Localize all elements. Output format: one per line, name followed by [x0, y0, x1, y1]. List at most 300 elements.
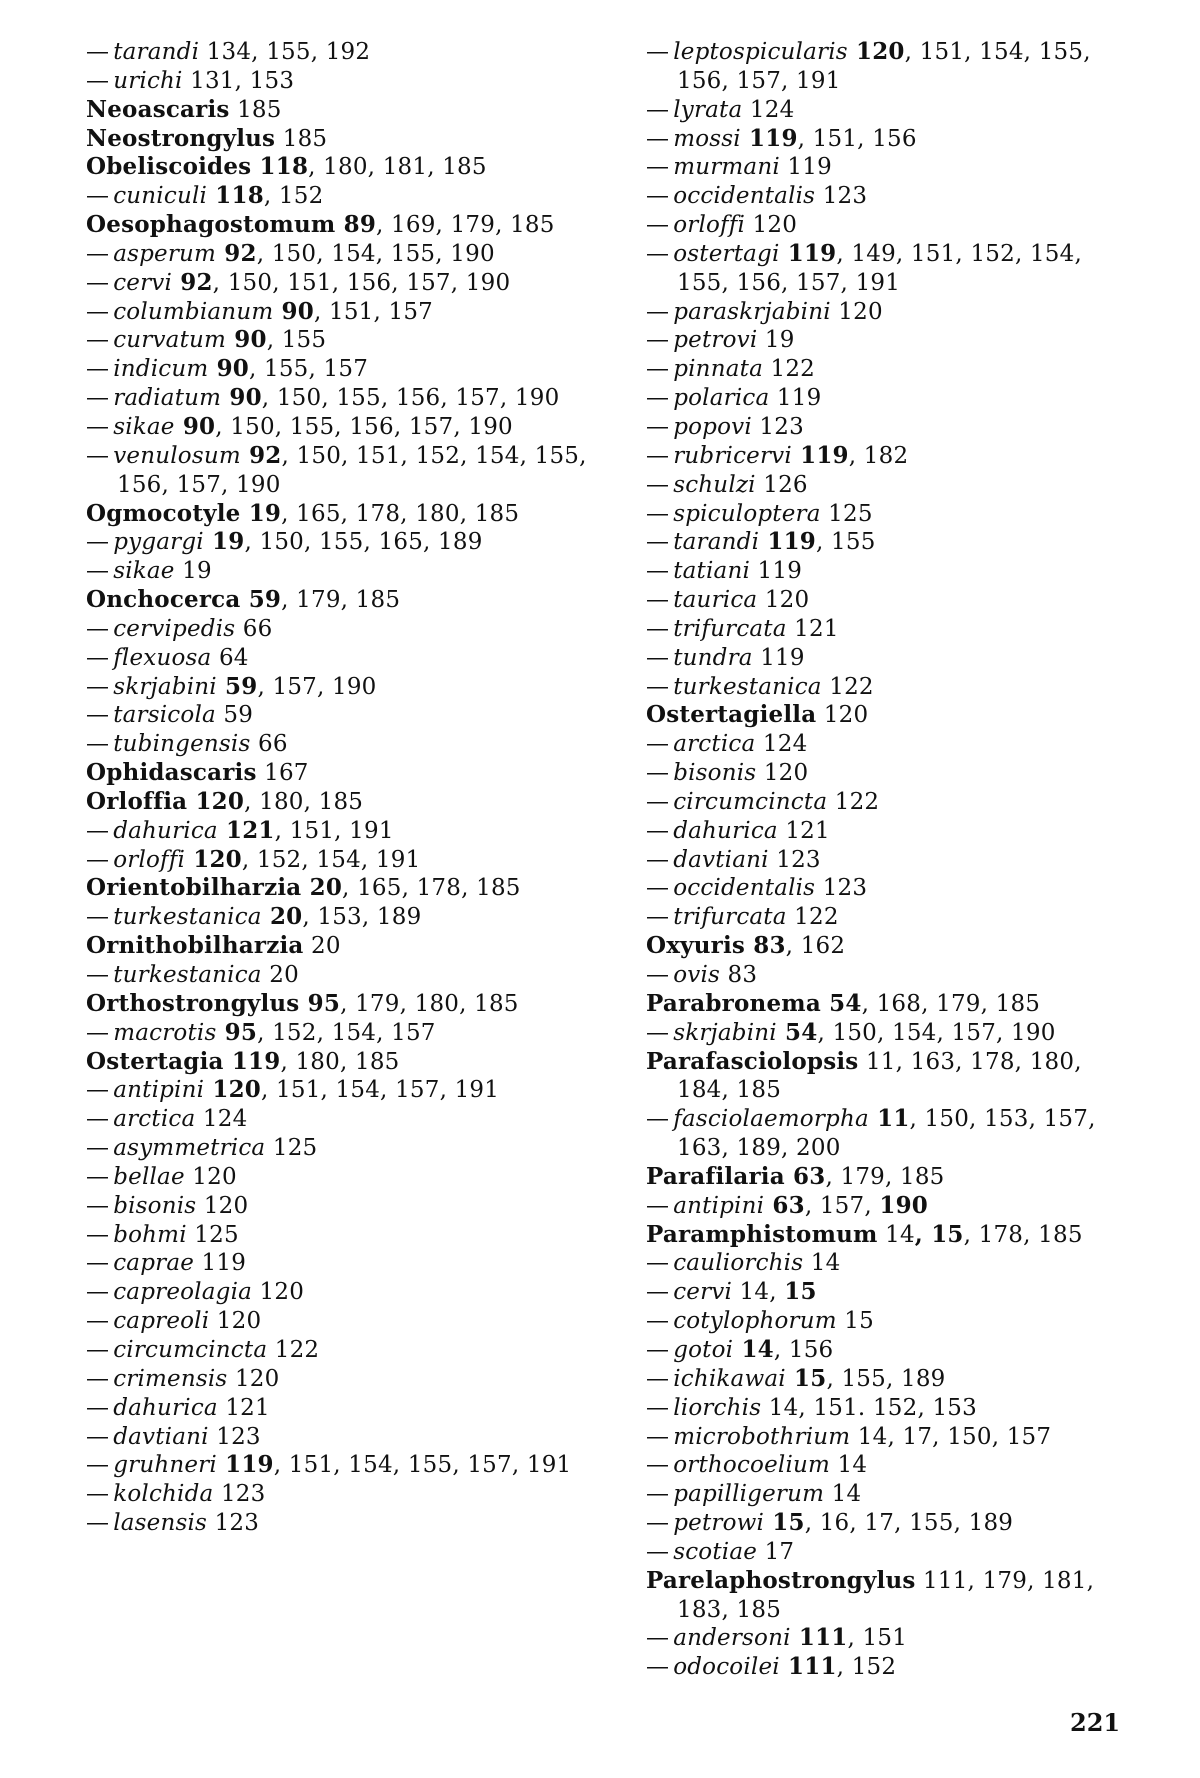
index-entry-species — [86, 644, 606, 673]
page-references: 15 — [785, 1364, 827, 1392]
page-references: 119 — [223, 1047, 281, 1075]
index-entry-species — [646, 903, 1126, 932]
index-entry-species — [86, 326, 606, 355]
index-entry-genus — [86, 990, 606, 1019]
page-references: 14 — [803, 1250, 841, 1277]
index-entry-species — [646, 500, 1126, 529]
page-references: 111 — [790, 1624, 848, 1652]
page-references: 124 — [755, 731, 808, 758]
entry-dash: — — [86, 1135, 110, 1162]
entry-dash: — — [646, 1365, 670, 1392]
species-name: trifurcata — [673, 904, 787, 931]
entry-dash: — — [646, 1192, 670, 1219]
page-references: 15 — [784, 1278, 817, 1306]
entry-dash: — — [646, 327, 670, 354]
entry-dash: — — [646, 1625, 670, 1652]
page-references: , 152, 154, 191 — [241, 846, 421, 873]
genus-name: Ostertagiella — [646, 701, 817, 729]
page-references: 119 — [759, 528, 816, 556]
page-references: 83 — [745, 932, 786, 960]
page-references: , 178, 185 — [963, 1221, 1083, 1248]
index-entry-species — [86, 615, 606, 644]
page-references: 119 — [750, 558, 803, 585]
page-references: , 179, 185 — [281, 587, 401, 614]
entry-dash: — — [646, 1019, 670, 1046]
species-name: columbianum — [113, 298, 274, 325]
page-references: 120 — [847, 38, 905, 65]
entry-dash: — — [646, 846, 670, 873]
index-entry-species — [86, 1509, 606, 1538]
page-references: 64 — [211, 644, 249, 671]
index-entry-species — [646, 384, 1126, 413]
page-references: 14 — [830, 1452, 868, 1479]
index-entry-genus — [86, 1048, 606, 1077]
index-entry-genus — [86, 125, 606, 154]
entry-dash: — — [86, 183, 110, 210]
page-references: , 180, 185 — [244, 788, 364, 815]
index-entry-genus — [86, 932, 606, 961]
entry-dash: — — [86, 1250, 110, 1277]
species-name: spiculoptera — [673, 500, 821, 527]
species-name: lasensis — [113, 1510, 208, 1537]
page-references: , 150, 151, 152, 154, 155, 156, 157, 190 — [117, 442, 587, 498]
entry-dash: — — [646, 1106, 670, 1133]
entry-dash: — — [646, 240, 670, 267]
species-name: bohmi — [113, 1221, 187, 1248]
species-name: radiatum — [113, 385, 222, 412]
index-entry-species — [86, 1365, 606, 1394]
index-entry-species — [86, 557, 606, 586]
entry-dash: — — [86, 731, 110, 758]
species-name: turkestanica — [113, 962, 262, 988]
species-name: macrotis — [113, 1019, 217, 1046]
index-entry-species — [646, 355, 1126, 384]
entry-dash: — — [646, 817, 670, 844]
index-entry-species — [86, 298, 606, 327]
page-references: 66 — [235, 615, 273, 642]
index-entry-species — [646, 153, 1126, 182]
index-entry-species — [86, 67, 606, 96]
entry-dash: — — [86, 904, 110, 931]
page-number: 221 — [1070, 1708, 1121, 1737]
page-references: 123 — [213, 1481, 266, 1508]
page-references: 20 — [301, 874, 343, 902]
page-references: , 168, 179, 185 — [861, 990, 1041, 1017]
genus-name: Neoascaris — [86, 95, 230, 123]
page-references: , 165, 178, 180, 185 — [281, 500, 520, 527]
species-name: polarica — [673, 385, 770, 412]
entry-dash: — — [646, 413, 670, 440]
species-name: dahurica — [113, 1394, 218, 1421]
index-entry-species — [86, 384, 606, 413]
index-entry-genus — [86, 759, 606, 788]
species-name: cervi — [673, 1279, 733, 1306]
page-references: , 151, 154, 155, 156, 157, 191 — [677, 39, 1091, 94]
entry-dash: — — [86, 1106, 110, 1133]
page-references: 14, — [732, 1279, 785, 1306]
index-entry-genus — [646, 990, 1126, 1019]
species-name: tubingensis — [113, 731, 251, 758]
index-entry-species — [86, 355, 606, 384]
species-name: dahurica — [113, 817, 218, 844]
page-references: 121 — [786, 615, 839, 642]
index-entry-species — [86, 817, 606, 846]
index-entry-species — [646, 1653, 1126, 1682]
page-references: 125 — [265, 1135, 318, 1162]
species-name: sikae — [113, 558, 175, 585]
index-entry-species — [86, 701, 606, 730]
genus-name: Orthostrongylus — [86, 989, 300, 1017]
page-references: 20 — [261, 903, 303, 931]
page-references: 19 — [240, 499, 282, 527]
index-entry-species — [646, 673, 1126, 702]
page-references: 14 — [761, 1394, 799, 1421]
index-entry-species — [646, 730, 1126, 759]
species-name: pygargi — [113, 529, 204, 556]
species-name: bisonis — [673, 760, 757, 787]
species-name: cervi — [113, 269, 173, 296]
entry-dash: — — [86, 1308, 110, 1335]
entry-dash: — — [86, 327, 110, 354]
page-references: 125 — [820, 500, 873, 527]
index-entry-species — [86, 1249, 606, 1278]
index-entry-species — [86, 528, 606, 557]
index-entry-species — [86, 442, 606, 500]
species-name: schulzi — [673, 471, 756, 498]
page-references: , 155, 189 — [826, 1365, 946, 1392]
index-entry-species — [646, 1451, 1126, 1480]
genus-name: Oesophagostomum — [86, 211, 336, 239]
page-references: 190 — [879, 1191, 928, 1219]
species-name: urichi — [113, 67, 183, 94]
page-references: , 16, 17, 155, 189 — [804, 1510, 1014, 1537]
species-name: tarandi — [673, 529, 760, 556]
page-references: , 153, 189 — [302, 904, 422, 931]
index-entry-species — [646, 788, 1126, 817]
entry-dash: — — [86, 385, 110, 412]
genus-name: Onchocerca — [86, 586, 241, 614]
page-references: 120 — [816, 702, 869, 729]
page-references: 54 — [820, 989, 862, 1017]
page-references: , 150, 155, 156, 157, 190 — [261, 385, 560, 412]
entry-dash: — — [86, 39, 110, 65]
index-entry-species — [86, 38, 606, 67]
entry-dash: — — [646, 788, 670, 815]
index-entry-species — [86, 1221, 606, 1250]
entry-dash: — — [646, 442, 670, 469]
species-name: bellae — [113, 1163, 185, 1190]
page-references: 11 — [868, 1105, 910, 1133]
entry-dash: — — [86, 1192, 110, 1219]
entry-dash: — — [86, 962, 110, 988]
species-name: gotoi — [673, 1336, 734, 1363]
page-references: 123 — [208, 1423, 261, 1450]
index-entry-species — [86, 903, 606, 932]
entry-dash: — — [86, 673, 110, 700]
page-references: 120 — [187, 787, 245, 815]
page-references: 120 — [252, 1279, 305, 1306]
page-references: 122 — [762, 356, 815, 383]
page-references: , 150, 154, 157, 190 — [817, 1019, 1056, 1046]
species-name: petrovi — [673, 327, 758, 354]
page-references: 119 — [740, 124, 798, 152]
entry-dash: — — [86, 1279, 110, 1306]
index-column-left — [86, 38, 606, 1538]
index-entry-species — [646, 240, 1126, 298]
page-references: 17 — [757, 1538, 795, 1565]
page-references: , 157, — [804, 1192, 880, 1219]
entry-dash: — — [646, 1423, 670, 1450]
entry-dash: — — [646, 1481, 670, 1508]
entry-dash: — — [86, 240, 110, 267]
page-references: 122 — [267, 1336, 320, 1363]
page-references: 124 — [742, 96, 795, 123]
genus-name: Obeliscoides — [86, 153, 252, 181]
species-name: orthocoelium — [673, 1452, 831, 1479]
page-references: 59 — [216, 672, 258, 700]
index-entry-species — [646, 1538, 1126, 1567]
entry-dash: — — [86, 67, 110, 94]
page-references: 121 — [217, 816, 275, 844]
species-name: turkestanica — [113, 904, 262, 931]
index-entry-species — [646, 413, 1126, 442]
entry-dash: — — [646, 1308, 670, 1335]
index-entry-genus — [86, 788, 606, 817]
index-entry-species — [646, 298, 1126, 327]
species-name: orloffi — [113, 846, 186, 873]
page-references: , 151, 191 — [274, 817, 394, 844]
index-entry-genus — [86, 586, 606, 615]
species-name: gruhneri — [113, 1452, 217, 1479]
index-entry-species — [646, 1307, 1126, 1336]
species-name: indicum — [113, 356, 209, 383]
page-references: , 150, 155, 156, 157, 190 — [215, 413, 513, 440]
species-name: tarsicola — [113, 702, 216, 729]
page-references: 95 — [299, 989, 341, 1017]
species-name: fasciolaemorpha — [673, 1106, 869, 1133]
index-entry-species — [646, 1365, 1126, 1394]
entry-dash: — — [86, 1077, 110, 1104]
species-name: cuniculi — [113, 183, 208, 210]
page-references: , 157, 190 — [257, 673, 377, 700]
entry-dash: — — [86, 298, 110, 325]
species-name: pinnata — [673, 356, 763, 383]
species-name: ichikawai — [673, 1365, 786, 1392]
species-name: liorchis — [673, 1394, 762, 1421]
page-references: 167 — [256, 760, 309, 787]
index-entry-species — [646, 1624, 1126, 1653]
page-references: 119 — [779, 239, 837, 267]
page-references: 90 — [221, 384, 262, 412]
species-name: flexuosa — [113, 644, 212, 671]
page-references: , 162 — [785, 933, 846, 960]
entry-dash: — — [646, 183, 670, 210]
species-name: asymmetrica — [113, 1135, 266, 1162]
species-name: tarandi — [113, 39, 200, 65]
page-references: 119 — [194, 1250, 247, 1277]
index-entry-species — [646, 528, 1126, 557]
species-name: taurica — [673, 587, 758, 614]
page-references: 185 — [275, 125, 328, 152]
species-name: davtiani — [673, 846, 769, 873]
page-references: 15 — [836, 1308, 874, 1335]
page-references: , 150, 153, 157, 163, 189, 200 — [677, 1106, 1096, 1162]
index-entry-species — [646, 586, 1126, 615]
entry-dash: — — [646, 529, 670, 556]
species-name: circumcincta — [673, 788, 828, 815]
page-references: , 151, 154, 155, 157, 191 — [273, 1452, 572, 1479]
page-references: 95 — [216, 1018, 258, 1046]
page-references: 120 — [196, 1192, 249, 1219]
page-references: 14 — [824, 1481, 862, 1508]
page-references: 11 — [858, 1048, 896, 1075]
index-entry-genus — [86, 500, 606, 529]
species-name: antipini — [673, 1192, 765, 1219]
species-name: skrjabini — [113, 673, 217, 700]
entry-dash: — — [86, 1510, 110, 1537]
index-entry-species — [646, 846, 1126, 875]
entry-dash: — — [646, 1336, 670, 1363]
species-name: davtiani — [113, 1423, 209, 1450]
page-references: 14 — [877, 1221, 915, 1248]
index-entry-species — [86, 413, 606, 442]
entry-dash: — — [646, 1452, 670, 1479]
page-references: 119 — [769, 385, 822, 412]
species-name: tundra — [673, 644, 753, 671]
page-references: 90 — [273, 297, 314, 325]
species-name: antipini — [113, 1077, 205, 1104]
entry-dash: — — [86, 1019, 110, 1046]
species-name: asperum — [113, 240, 217, 267]
species-name: kolchida — [113, 1481, 214, 1508]
index-entry-genus — [646, 932, 1126, 961]
page-references: 14 — [850, 1423, 888, 1450]
entry-dash: — — [646, 1538, 670, 1565]
page-references: , 151, 156 — [797, 125, 917, 152]
page-references: 120 — [757, 587, 810, 614]
index-entry-species — [646, 182, 1126, 211]
species-name: popovi — [673, 413, 752, 440]
page-references: 63 — [784, 1162, 826, 1190]
index-entry-species — [86, 1278, 606, 1307]
page-references: 123 — [815, 183, 868, 210]
page-references: , 150, 155, 165, 189 — [244, 529, 483, 556]
species-name: odocoilei — [673, 1654, 780, 1681]
entry-dash: — — [646, 471, 670, 498]
page-references: , 182 — [848, 442, 909, 469]
page-references: 111 — [915, 1567, 968, 1594]
entry-dash: — — [86, 269, 110, 296]
page-references: 66 — [250, 731, 288, 758]
entry-dash: — — [646, 154, 670, 181]
species-name: rubricervi — [673, 442, 792, 469]
page-references: 120 — [227, 1365, 280, 1392]
index-entry-species — [646, 96, 1126, 125]
index-entry-species — [86, 1336, 606, 1365]
page-references: , 179, 181, 183, 185 — [677, 1567, 1095, 1623]
index-entry-genus — [86, 153, 606, 182]
page-references: 126 — [755, 471, 808, 498]
page-references: , 179, 185 — [825, 1163, 945, 1190]
index-entry-species — [86, 1105, 606, 1134]
species-name: capreoli — [113, 1308, 210, 1335]
entry-dash: — — [86, 615, 110, 642]
index-entry-species — [86, 673, 606, 702]
page-references: 14 — [733, 1335, 774, 1363]
species-name: bisonis — [113, 1192, 197, 1219]
index-entry-species — [646, 1019, 1126, 1048]
page-references: , 180, 185 — [280, 1048, 400, 1075]
genus-name: Neostrongylus — [86, 124, 276, 152]
page-references: 122 — [786, 904, 839, 931]
page-references: 123 — [751, 413, 804, 440]
entry-dash: — — [646, 1250, 670, 1277]
entry-dash: — — [646, 760, 670, 787]
genus-name: Orientobilharzia — [86, 874, 302, 902]
index-column-right — [646, 38, 1126, 1682]
page-references: , 17, 150, 157 — [887, 1423, 1052, 1450]
entry-dash: — — [86, 413, 110, 440]
species-name: ovis — [673, 962, 721, 988]
page-references: 118 — [251, 153, 309, 181]
entry-dash: — — [86, 442, 110, 469]
index-entry-genus — [86, 874, 606, 903]
genus-name: Ogmocotyle — [86, 499, 241, 527]
page-references: 63 — [764, 1191, 805, 1219]
page-references: , 156 — [773, 1336, 834, 1363]
page-references: 19 — [203, 528, 245, 556]
entry-dash: — — [646, 904, 670, 931]
entry-dash: — — [646, 644, 670, 671]
entry-dash: — — [86, 1452, 110, 1479]
index-entry-species — [86, 846, 606, 875]
page-references: 120 — [830, 298, 883, 325]
species-name: circumcincta — [113, 1336, 268, 1363]
index-entry-species — [646, 817, 1126, 846]
index-entry-species — [646, 1394, 1126, 1423]
page-references: 120 — [185, 845, 242, 873]
entry-dash: — — [646, 212, 670, 239]
page-references: 120 — [209, 1308, 262, 1335]
species-name: arctica — [113, 1106, 196, 1133]
species-name: curvatum — [113, 327, 227, 354]
page-references: , 152, 154, 157 — [257, 1019, 436, 1046]
entry-dash: — — [86, 702, 110, 729]
page-references: 121 — [217, 1394, 270, 1421]
entry-dash: — — [86, 356, 110, 383]
index-entry-genus — [86, 96, 606, 125]
index-entry-species — [86, 269, 606, 298]
entry-dash: — — [86, 529, 110, 556]
index-entry-genus — [646, 1048, 1126, 1106]
index-entry-species — [86, 730, 606, 759]
entry-dash: — — [646, 356, 670, 383]
index-entry-species — [646, 1423, 1126, 1452]
index-entry-species — [646, 38, 1126, 96]
species-name: sikae — [113, 413, 175, 440]
page-references: 120 — [184, 1163, 237, 1190]
entry-dash: — — [646, 385, 670, 412]
page-references: , 179, 180, 185 — [340, 990, 519, 1017]
page-references: 89 — [335, 211, 377, 239]
index-entry-genus — [646, 1163, 1126, 1192]
page-references: 123 — [815, 875, 868, 902]
species-name: skrjabini — [673, 1019, 777, 1046]
entry-dash: — — [646, 39, 670, 65]
index-entry-species — [86, 240, 606, 269]
entry-dash: — — [646, 1654, 670, 1681]
entry-dash: — — [646, 673, 670, 700]
